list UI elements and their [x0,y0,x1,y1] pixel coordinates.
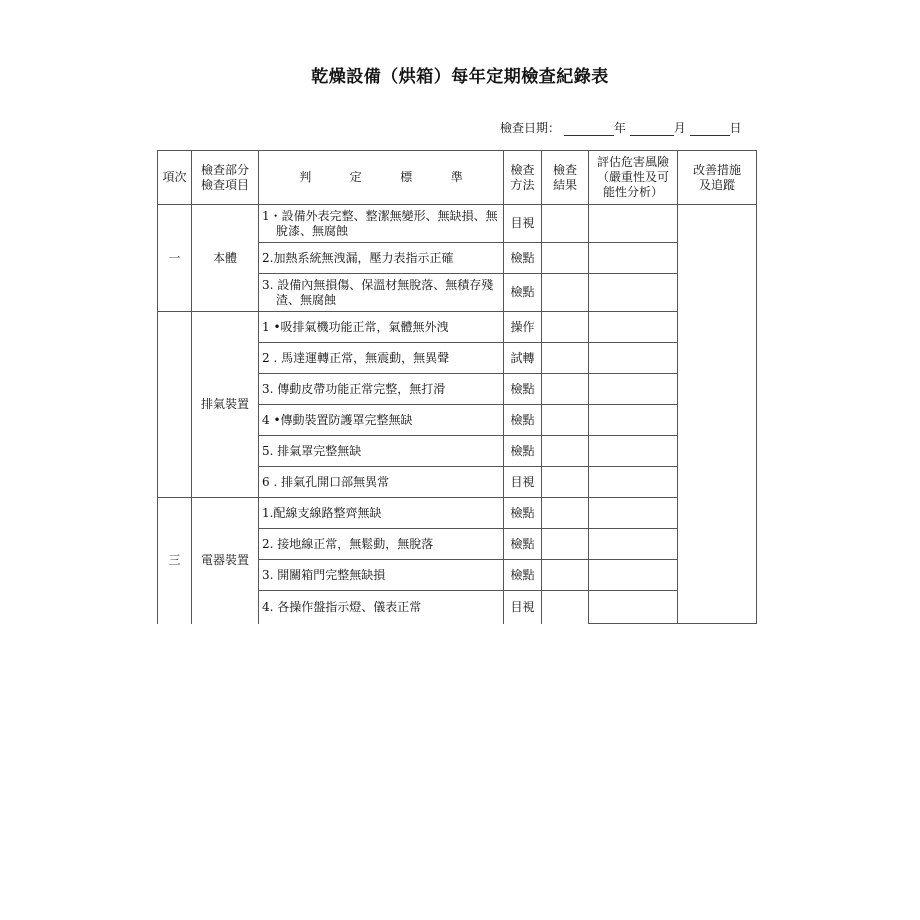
year-blank[interactable] [564,123,614,136]
result-cell[interactable] [542,205,589,243]
result-cell[interactable] [542,312,589,343]
month-label: 月 [673,121,686,135]
table-row [158,498,757,529]
risk-cell[interactable] [589,529,678,560]
method-cell: 操作 [504,312,542,343]
section-part: 排氣裝置 [192,312,259,498]
criteria-cell: 3. 開關箱門完整無缺損 [259,560,504,591]
form-title: 乾燥設備（烘箱）每年定期檢查紀錄表 [311,67,609,87]
day-label: 日 [729,121,742,135]
col-header-part: 檢查部分 檢查項目 [192,151,259,205]
risk-cell[interactable] [589,560,678,591]
method-cell: 檢點 [504,405,542,436]
section-number: 一 [158,205,192,312]
criteria-cell: 5. 排氣罩完整無缺 [259,436,504,467]
col-header-criteria: 判 定 標 準 [259,151,504,205]
method-cell: 檢點 [504,529,542,560]
criteria-cell: 3. 傳動皮帶功能正常完整，無打滑 [259,374,504,405]
method-cell: 目視 [504,591,542,624]
risk-cell[interactable] [589,405,678,436]
risk-cell[interactable] [589,436,678,467]
result-cell[interactable] [542,343,589,374]
risk-cell[interactable] [589,274,678,312]
section-number: 三 [158,498,192,624]
col-header-risk: 評估危害風險 （嚴重性及可 能性分析） [589,151,678,205]
result-cell[interactable] [542,529,589,560]
result-cell[interactable] [542,467,589,498]
result-cell[interactable] [542,374,589,405]
col-header-result: 檢查 結果 [542,151,589,205]
header-row [158,151,757,205]
result-cell[interactable] [542,274,589,312]
result-cell[interactable] [542,560,589,591]
method-cell: 目視 [504,467,542,498]
criteria-cell: 4. 各操作盤指示燈、儀表正常 [259,591,504,624]
result-cell[interactable] [542,498,589,529]
criteria-cell: 2 . 馬達運轉正常，無震動，無異聲 [259,343,504,374]
method-cell: 檢點 [504,374,542,405]
inspection-date-label: 檢查日期： [500,121,561,135]
criteria-cell: 1・設備外表完整、整潔無變形、無缺損、無脫漆、無腐蝕 [259,205,504,243]
col-header-improvement: 改善措施 及追蹤 [678,151,757,205]
section-number [158,312,192,498]
result-cell[interactable] [542,436,589,467]
table-row [158,205,757,243]
method-cell: 檢點 [504,274,542,312]
section-part: 電器裝置 [192,498,259,624]
method-cell: 檢點 [504,436,542,467]
criteria-cell: 3. 設備內無損傷、保溫材無脫落、無積存殘渣、無腐蝕 [259,274,504,312]
day-blank[interactable] [690,123,730,136]
risk-cell[interactable] [589,591,678,624]
criteria-cell: 2. 接地線正常，無鬆動，無脫落 [259,529,504,560]
improvement-cell[interactable] [678,205,757,624]
col-header-method: 檢查 方法 [504,151,542,205]
method-cell: 檢點 [504,498,542,529]
criteria-cell: 1 •吸排氣機功能正常，氣體無外洩 [259,312,504,343]
month-blank[interactable] [630,123,674,136]
table-row [158,312,757,343]
risk-cell[interactable] [589,374,678,405]
result-cell[interactable] [542,243,589,274]
method-cell: 檢點 [504,243,542,274]
method-cell: 檢點 [504,560,542,591]
risk-cell[interactable] [589,467,678,498]
criteria-cell: 4 •傳動裝置防護罩完整無缺 [259,405,504,436]
result-cell[interactable] [542,591,589,624]
method-cell: 試轉 [504,343,542,374]
criteria-cell: 6 . 排氣孔開口部無異常 [259,467,504,498]
col-header-no: 項次 [158,151,192,205]
criteria-cell: 1.配線支線路整齊無缺 [259,498,504,529]
year-label: 年 [613,121,626,135]
risk-cell[interactable] [589,343,678,374]
risk-cell[interactable] [589,312,678,343]
section-part: 本體 [192,205,259,312]
criteria-cell: 2.加熱系統無洩漏，壓力表指示正確 [259,243,504,274]
risk-cell[interactable] [589,243,678,274]
result-cell[interactable] [542,405,589,436]
inspection-date-line [500,119,742,136]
method-cell: 目視 [504,205,542,243]
inspection-table [157,150,757,624]
risk-cell[interactable] [589,205,678,243]
risk-cell[interactable] [589,498,678,529]
